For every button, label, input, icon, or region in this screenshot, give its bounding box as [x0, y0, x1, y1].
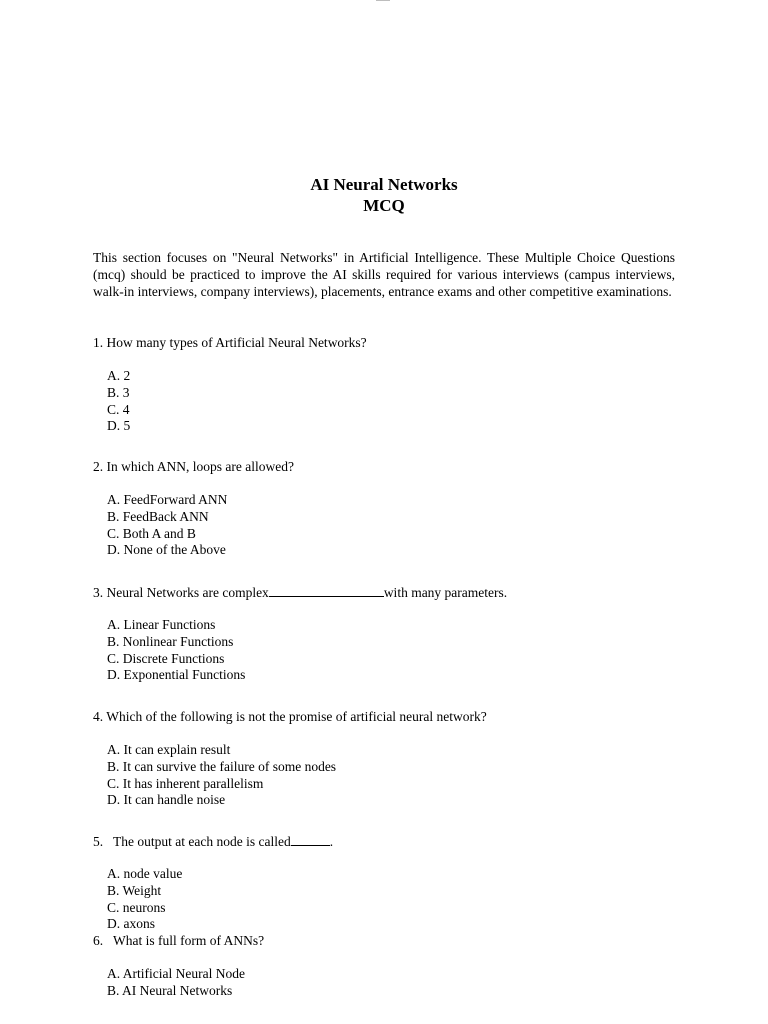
- option-a: A. Linear Functions: [107, 617, 216, 632]
- option-b: B. It can survive the failure of some nodes: [107, 758, 337, 774]
- option-b: B. Weight: [107, 882, 162, 898]
- option-c: C. It has inherent parallelism: [107, 775, 264, 791]
- question-4: 4. Which of the following is not the promise of artificial neural network?: [93, 709, 487, 724]
- fill-in-blank: [269, 584, 384, 597]
- option-b: B. AI Neural Networks: [107, 982, 233, 998]
- option-a: A. It can explain result: [107, 742, 231, 757]
- option-d: D. axons: [107, 916, 155, 932]
- question-2-options: [107, 492, 667, 559]
- option-d: D. None of the Above: [107, 542, 226, 558]
- option-d: D. 5: [107, 418, 131, 434]
- question-6: 6. What is full form of ANNs?: [93, 933, 265, 948]
- question-5-options: [107, 866, 667, 933]
- question-3: [93, 584, 713, 602]
- intro-paragraph: This section focuses on "Neural Networks" in Artificial Intelligence. These Multiple Choice Questions (mcq) should be practiced to improve the AI skills required for various interviews (campus interviews, walk-in interviews, company interviews), placements, entrance exams and other competitive examinations.: [93, 250, 675, 299]
- option-a: A. 2: [107, 368, 131, 383]
- question-3-options: [107, 617, 667, 684]
- option-a: A. Artificial Neural Node: [107, 966, 245, 981]
- question-5-text-start: 5. The output at each node is called: [93, 834, 291, 849]
- document-subtitle: MCQ: [363, 196, 405, 215]
- option-b: B. Nonlinear Functions: [107, 633, 234, 649]
- question-5-text-end: .: [329, 834, 334, 849]
- question-6-options: [107, 966, 667, 1000]
- option-b: B. 3: [107, 384, 130, 400]
- option-c: C. Discrete Functions: [107, 650, 225, 666]
- question-2: 2. In which ANN, loops are allowed?: [93, 459, 294, 474]
- option-a: A. node value: [107, 866, 183, 881]
- question-3-text-start: 3. Neural Networks are complex: [93, 585, 269, 600]
- question-3-text-end: with many parameters.: [383, 585, 508, 600]
- option-c: C. neurons: [107, 899, 166, 915]
- option-c: C. Both A and B: [107, 525, 196, 541]
- option-c: C. 4: [107, 401, 130, 417]
- option-b: B. FeedBack ANN: [107, 508, 209, 524]
- option-d: D. It can handle noise: [107, 792, 226, 808]
- question-5: [93, 833, 713, 851]
- fill-in-blank: [291, 833, 330, 846]
- document-title: AI Neural Networks: [310, 175, 458, 194]
- question-4-options: [107, 742, 667, 809]
- page-top-mark: [376, 0, 390, 1]
- question-1-options: [107, 368, 667, 435]
- option-d: D. Exponential Functions: [107, 667, 246, 683]
- option-a: A. FeedForward ANN: [107, 492, 228, 507]
- question-1: 1. How many types of Artificial Neural Networks?: [93, 335, 367, 350]
